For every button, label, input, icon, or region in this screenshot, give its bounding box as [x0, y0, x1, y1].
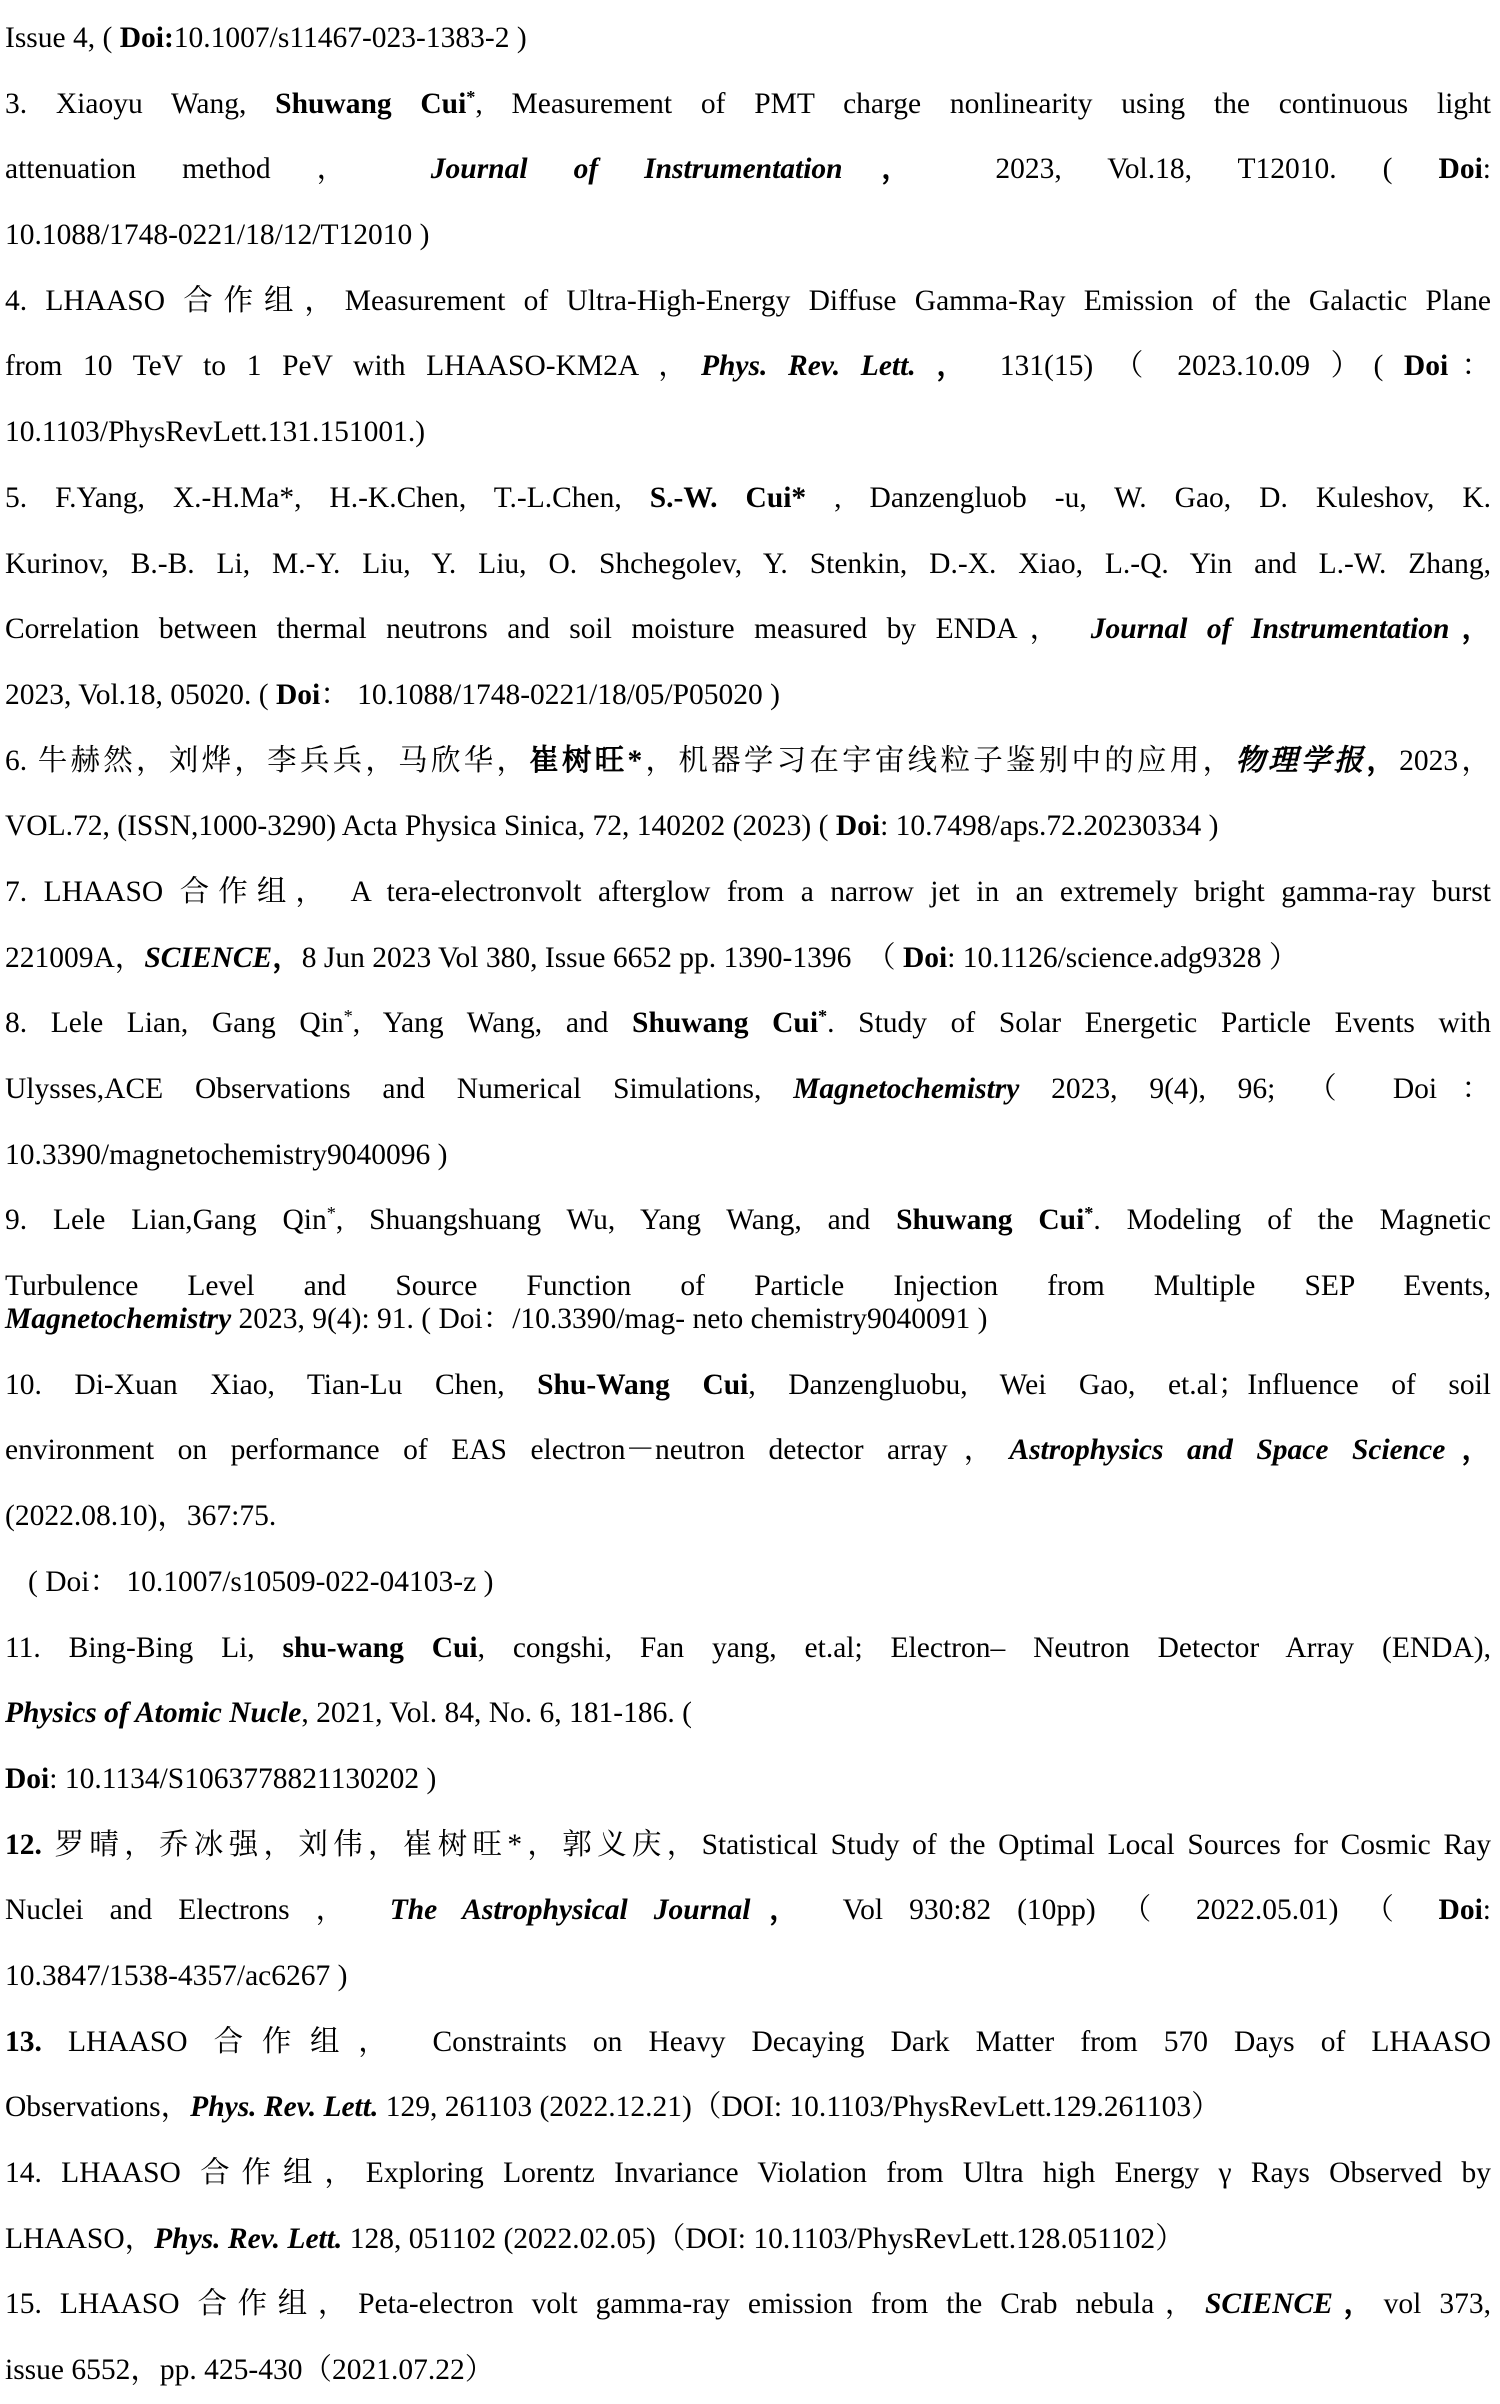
text-segment: ，机器学习在宇宙线粒子鉴别中的应用， [642, 744, 1236, 777]
text-segment: Shu-Wang Cui [537, 1368, 749, 1401]
text-segment: Phys. Rev. Lett. [700, 350, 937, 383]
document-body [5, 6, 1491, 2404]
text-segment: 128, 051102 (2022.02.05)（DOI: 10.1103/PhysRevLett.128.051102） [342, 2222, 1185, 2255]
text-segment: 10. Di-Xuan Xiao, Tian-Lu Chen, [5, 1368, 538, 1401]
text-segment: 15. LHAASO 合作组，Peta-electron volt gamma-ray emission from the Crab nebula， [5, 2288, 1205, 2321]
text-line [5, 794, 1491, 860]
text-segment: 2023， [1399, 744, 1491, 777]
text-segment: , Shuangshuang Wu, Yang Wang, and [335, 1204, 897, 1237]
text-segment: LHAASO 合作组， Constraints on Heavy Decaying Dark Matter from 570 Days of LHAASO [67, 2025, 1491, 2058]
text-segment: ( Doi： 10.1007/s10509-022-04103-z ) [28, 1565, 494, 1598]
text-segment: : [1482, 1894, 1491, 1927]
text-segment: , Yang Wang, and [352, 1007, 633, 1040]
text-segment: The Astrophysical Journal [389, 1894, 751, 1927]
text-line [5, 1123, 1491, 1189]
text-segment: 崔树旺* [529, 744, 643, 777]
text-line [5, 1188, 1491, 1254]
text-segment: 221009A， [5, 941, 145, 974]
text-segment: 131(15) （ 2023.10.09 ）( [979, 350, 1404, 383]
text-line [5, 2010, 1491, 2076]
text-segment: vol 373, [1383, 2288, 1492, 2321]
text-line [5, 466, 1491, 532]
text-segment: SCIENCE [1204, 2288, 1333, 2321]
text-segment: Turbulence Level and Source Function of Particle Injection from Multiple SEP Events, [5, 1270, 1491, 1303]
text-segment: LHAASO， [5, 2222, 155, 2255]
text-line [5, 334, 1491, 400]
text-segment: Doi [835, 810, 881, 843]
text-line [5, 926, 1491, 992]
text-segment: 12. [5, 1828, 55, 1861]
text-segment: Doi [1403, 350, 1449, 383]
text-segment: 129, 261103 (2022.12.21)（DOI: 10.1103/PhysRevLett.129.261103） [378, 2091, 1221, 2124]
text-segment: Journal of Instrumentation [430, 153, 843, 186]
text-line [5, 1418, 1491, 1484]
text-segment: * [343, 1006, 353, 1027]
text-line [5, 1944, 1491, 2010]
text-segment: Ulysses,ACE Observations and Numerical Simulations, [5, 1073, 794, 1105]
text-segment: Doi [276, 678, 321, 711]
text-line [5, 1484, 1491, 1550]
text-segment: : 10.7498/aps.72.20230334 ) [880, 810, 1219, 843]
text-segment: ， [750, 1894, 818, 1927]
text-line [5, 1747, 1491, 1813]
text-segment: 8. Lele Lian, Gang Qin [5, 1007, 344, 1040]
text-segment: Nuclei and Electrons ， [5, 1894, 390, 1927]
text-segment: 2023, Vol.18, 05020. ( [5, 678, 276, 711]
text-segment: , 2021, Vol. 84, No. 6, 181-186. ( [301, 1697, 692, 1730]
text-segment: 10.3847/1538-4357/ac6267 ) [5, 1959, 348, 1992]
text-line [5, 1616, 1491, 1682]
text-segment: Phys. Rev. Lett. [190, 2091, 379, 2124]
text-segment: Astrophysics and Space Science [1009, 1434, 1446, 1467]
text-segment: 2023, Vol.18, T12010. ( [949, 153, 1439, 186]
text-segment: 2023, 9(4), 96; （ Doi： [1019, 1073, 1491, 1105]
text-segment: * [326, 1203, 336, 1224]
text-segment: 13. [5, 2025, 68, 2058]
text-segment: Correlation between thermal neutrons and soil moisture measured by ENDA， [5, 613, 1091, 646]
text-segment: attenuation method ， [5, 153, 431, 186]
text-line [5, 1057, 1491, 1123]
text-segment: * [466, 86, 476, 107]
text-line [5, 2338, 1491, 2404]
text-line [5, 860, 1491, 926]
text-segment: Shuwang Cui [896, 1204, 1085, 1237]
text-segment: 4. LHAASO 合作组，Measurement of Ultra-High-Energy Diffuse Gamma-Ray Emission of the Galactic Plane [5, 284, 1491, 317]
text-line [5, 729, 1491, 795]
text-segment: ， [1449, 613, 1491, 646]
text-segment: ： [1448, 350, 1491, 383]
text-line [5, 991, 1491, 1057]
text-segment: ， [936, 350, 980, 383]
text-segment: Kurinov, B.-B. Li, M.-Y. Liu, Y. Liu, O. Shchegolev, Y. Stenkin, D.-X. Xiao, L.-Q. Yin and L.-W. Zhang, [5, 547, 1491, 580]
text-segment: Doi: [119, 22, 174, 54]
text-line [5, 1813, 1491, 1879]
text-line [5, 72, 1491, 138]
text-segment: Shuwang Cui [275, 87, 467, 120]
text-segment: 10.3390/magnetochemistry9040096 ) [5, 1138, 448, 1171]
text-segment: ， [1445, 1434, 1491, 1467]
text-segment: ， [1366, 744, 1400, 777]
text-segment: Journal of Instrumentation [1090, 613, 1450, 646]
text-segment: Magnetochemistry [5, 1303, 232, 1336]
text-segment: Issue 4, ( [5, 22, 120, 54]
text-segment: Shuwang Cui [632, 1007, 819, 1040]
text-segment: : 10.1126/science.adg9328 ） [947, 941, 1299, 974]
text-segment: , congshi, Fan yang, et.al; Electron– Neutron Detector Array (ENDA), [477, 1631, 1491, 1664]
text-segment: 10.1103/PhysRevLett.131.151001.) [5, 416, 426, 449]
text-segment: . Modeling of the Magnetic [1093, 1204, 1491, 1237]
text-line [5, 663, 1491, 729]
text-segment: Doi [902, 941, 948, 974]
text-line [5, 203, 1491, 269]
text-segment: , Danzengluob -u, W. Gao, D. Kuleshov, K. [806, 481, 1492, 514]
text-segment: , Measurement of PMT charge nonlinearity using the continuous light [475, 87, 1492, 120]
text-segment: Doi [1438, 1894, 1483, 1927]
text-line [5, 2141, 1491, 2207]
text-segment: 5. F.Yang, X.-H.Ma*, H.-K.Chen, T.-L.Chen, [5, 481, 650, 514]
text-segment: S.-W. Cui* [649, 481, 807, 514]
text-segment: 2023, 9(4): 91. ( Doi：/10.3390/mag- neto chemistry9040091 ) [231, 1303, 988, 1336]
text-segment: ： 10.1088/1748-0221/18/05/P05020 ) [320, 678, 780, 711]
text-segment: ， [842, 153, 950, 186]
text-segment: Magnetochemistry [793, 1073, 1020, 1105]
text-segment: Physics of Atomic Nucle [5, 1697, 302, 1730]
text-segment: 物理学报 [1235, 744, 1367, 777]
text-line [5, 1353, 1491, 1419]
text-line [5, 2272, 1491, 2338]
text-segment: 3. Xiaoyu Wang, [5, 87, 276, 120]
text-line [5, 6, 1491, 72]
text-line [5, 1878, 1491, 1944]
text-segment: . Study of Solar Energetic Particle Events with [827, 1007, 1491, 1040]
text-segment: 10.1088/1748-0221/18/12/T12010 ) [5, 219, 430, 252]
text-segment: ， [1332, 2288, 1384, 2321]
text-segment: Observations， [5, 2091, 191, 2124]
text-segment: Doi [5, 1762, 50, 1795]
text-segment: 6. 牛赫然，刘烨，李兵兵，马欣华， [5, 744, 530, 777]
text-line [5, 2075, 1491, 2141]
text-segment: VOL.72, (ISSN,1000-3290) Acta Physica Sinica, 72, 140202 (2023) ( [5, 810, 836, 843]
text-line [5, 137, 1491, 203]
text-segment: ， [272, 941, 302, 974]
text-segment: 10.1007/s11467-023-1383-2 ) [173, 22, 527, 54]
text-segment: shu-wang Cui [282, 1631, 478, 1664]
text-segment: environment on performance of EAS electron－neutron detector array， [5, 1434, 1010, 1467]
text-segment: issue 6552，pp. 425-430（2021.07.22） [5, 2354, 495, 2387]
text-segment: Vol 930:82 (10pp) （ 2022.05.01) （ [817, 1894, 1439, 1927]
text-segment: 14. LHAASO 合作组，Exploring Lorentz Invariance Violation from Ultra high Energy γ Rays Observed by [5, 2157, 1491, 2189]
text-segment: , Danzengluobu, Wei Gao, et.al；Influence of soil [748, 1368, 1491, 1401]
text-segment: 11. Bing-Bing Li, [5, 1631, 283, 1664]
text-segment: from 10 TeV to 1 PeV with LHAASO-KM2A ， [5, 350, 701, 383]
text-segment: * [818, 1006, 828, 1027]
text-line [5, 597, 1491, 663]
text-line [5, 1550, 1491, 1616]
text-segment: : [1482, 153, 1491, 186]
text-segment: 罗晴，乔冰强，刘伟，崔树旺*，郭义庆，Statistical Study of the Optimal Local Sources for Cosmic Ray [54, 1828, 1491, 1861]
text-segment: Phys. Rev. Lett. [154, 2222, 343, 2255]
text-segment: Doi [1438, 153, 1483, 186]
text-segment: 8 Jun 2023 Vol 380, Issue 6652 pp. 1390-1396 （ [301, 941, 903, 974]
text-segment: 7. LHAASO 合作组， A tera-electronvolt afterglow from a narrow jet in an extremely bright gamma-ray burst [5, 875, 1491, 908]
text-segment: : 10.1134/S1063778821130202 ) [49, 1762, 437, 1795]
text-segment: 9. Lele Lian,Gang Qin [5, 1204, 327, 1237]
text-line [5, 2207, 1491, 2273]
text-line [5, 269, 1491, 335]
text-segment: (2022.08.10)，367:75. [5, 1500, 277, 1533]
text-line [5, 1681, 1491, 1747]
text-segment: * [1084, 1203, 1094, 1224]
text-line [5, 532, 1491, 598]
text-line [5, 400, 1491, 466]
text-segment: SCIENCE [144, 941, 273, 974]
